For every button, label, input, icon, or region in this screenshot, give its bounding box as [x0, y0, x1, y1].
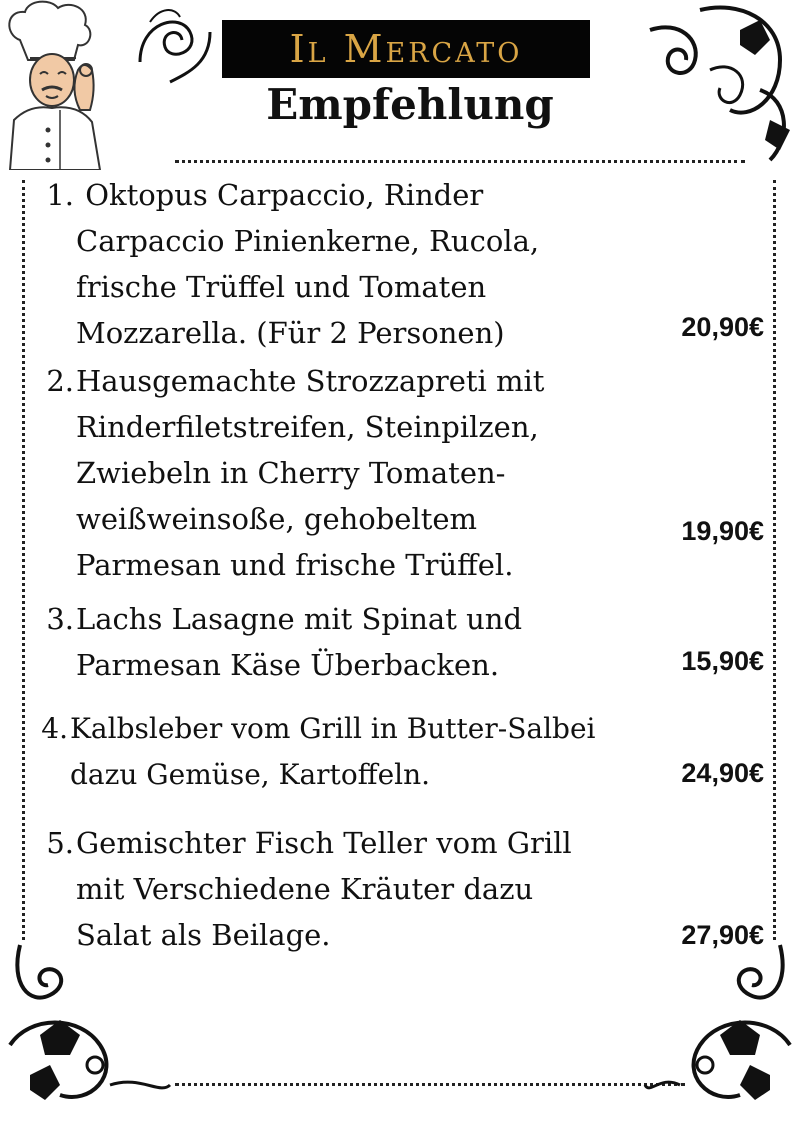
item-price: 24,90€ [681, 758, 764, 788]
item-number: 1. [46, 178, 74, 212]
item-line: weißweinsoße, gehobeltem [76, 502, 478, 536]
item-line: frische Trüffel und Tomaten [76, 270, 487, 304]
item-price: 20,90€ [681, 312, 764, 342]
menu-item [34, 706, 684, 798]
ornament-flourish-icon [640, 0, 800, 170]
item-line: Zwiebeln in Cherry Tomaten- [76, 456, 506, 490]
page-title: Empfehlung [266, 80, 554, 129]
item-line: Hausgemachte Strozzapreti mit [76, 364, 545, 398]
item-price: 19,90€ [681, 516, 764, 546]
item-line: Rinderfiletstreifen, Steinpilzen, [76, 410, 539, 444]
item-line: mit Verschiedene Kräuter dazu [76, 872, 534, 906]
item-line: Carpaccio Pinienkerne, Rucola, [76, 224, 540, 258]
chef-illustration [0, 0, 120, 170]
menu-item [40, 358, 660, 588]
frame-bottom-border [175, 1083, 685, 1086]
item-line: Oktopus Carpaccio, Rinder [76, 178, 484, 212]
item-line: Mozzarella. (Für 2 Personen) [76, 316, 505, 350]
item-line: Parmesan Käse Überbacken. [76, 648, 500, 682]
item-line: Gemischter Fisch Teller vom Grill [76, 826, 572, 860]
item-number: 5. [46, 826, 74, 860]
item-number: 2. [46, 364, 74, 398]
ornament-flourish-icon [0, 935, 180, 1131]
item-number: 3. [46, 602, 74, 636]
brand-name: Il Mercato [289, 27, 523, 71]
item-line: Parmesan und frische Trüffel. [76, 548, 514, 582]
menu-item [40, 596, 660, 688]
ornament-flourish-icon [640, 935, 800, 1131]
item-line: Salat als Beilage. [76, 918, 331, 952]
brand-logo [222, 20, 590, 78]
frame-right-border [773, 180, 776, 940]
ornament-flourish-icon [130, 2, 220, 92]
menu-item [40, 820, 660, 958]
item-line: Kalbsleber vom Grill in Butter-Salbei [70, 712, 596, 745]
menu-item [40, 172, 660, 356]
item-price: 15,90€ [681, 646, 764, 676]
item-line: dazu Gemüse, Kartoffeln. [70, 758, 431, 791]
item-line: Lachs Lasagne mit Spinat und [76, 602, 523, 636]
frame-left-border [22, 180, 25, 940]
item-price: 27,90€ [681, 920, 764, 950]
item-number: 4. [41, 712, 68, 745]
